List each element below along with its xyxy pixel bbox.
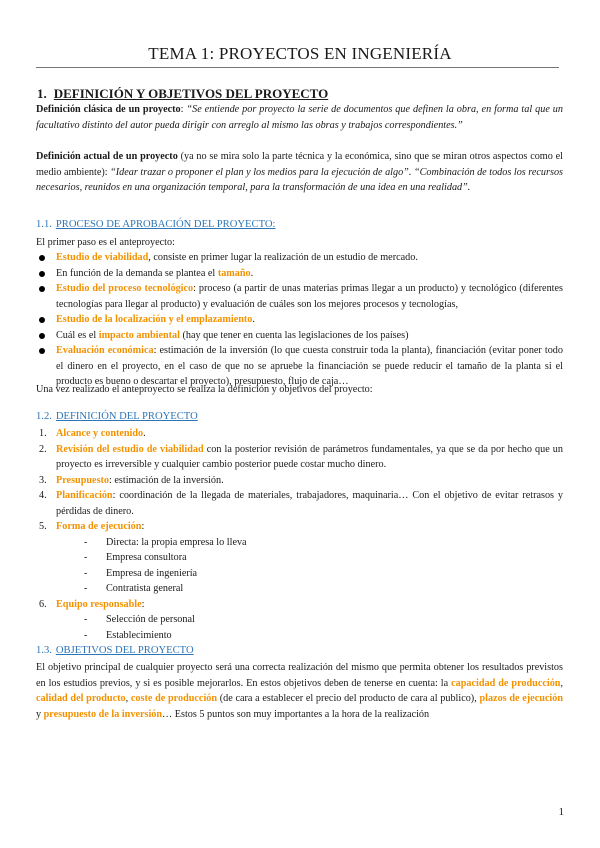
item-text: : proceso (a partir de unas materias primas llegar a un producto) y tecnológico (diferentes tecnologías para llegar al producto) y evaluación de cuáles son los mejores procesos y tecnologías, <box>56 283 563 310</box>
title-underline <box>36 67 559 68</box>
subsection-number: 1.1. <box>36 219 52 230</box>
highlight-term: calidad del producto <box>36 693 126 704</box>
dash-icon: - <box>84 567 88 579</box>
classic-definition-quote: “Se entiende por proyecto la serie de documentos que definen la obra, en forma tal que un facultativo distinto del autor pueda dirigir con arreglo al mismo las obras y trabajos correspondientes.” <box>36 104 563 131</box>
subsection-heading-1-2 <box>36 411 198 422</box>
sublist-text: Selección de personal <box>106 614 195 625</box>
section-number: 1. <box>37 86 47 101</box>
bullet-icon <box>39 317 45 323</box>
sublist-text: Establecimiento <box>106 629 172 641</box>
sublist-item <box>56 566 563 582</box>
highlight-term: presupuesto de la inversión <box>43 708 163 720</box>
item-text: (hay que tener en cuenta las legislaciones de los países) <box>179 329 409 341</box>
sublist-item <box>56 628 563 644</box>
paragraph-text: (de cara a establecer el precio del producto de cara al publico), <box>217 693 480 704</box>
dash-icon: - <box>84 629 88 641</box>
subsection-title: DEFINICIÓN DEL PROYECTO <box>55 411 198 422</box>
item-prefix: En función de la demanda se plantea el <box>56 267 218 279</box>
paragraph-text: … Estos 5 puntos son muy importantes a la hora de la realización <box>162 708 430 720</box>
list-item <box>36 312 563 328</box>
highlight-term: Estudio del proceso tecnológico <box>56 283 194 294</box>
item-text: . <box>250 267 254 279</box>
dash-icon: - <box>84 536 88 548</box>
highlight-term: Estudio de viabilidad <box>56 252 149 263</box>
approval-outro: Una vez realizado el anteproyecto se realiza la definición y objetivos del proyecto: <box>36 384 373 395</box>
dash-icon: - <box>84 583 88 594</box>
item-text: . <box>143 428 146 439</box>
classic-definition-paragraph <box>36 102 563 133</box>
list-item <box>36 281 563 312</box>
section-title: DEFINICIÓN Y OBJETIVOS DEL PROYECTO <box>53 86 329 101</box>
list-item <box>36 597 563 644</box>
approval-intro: El primer paso es el anteproyecto: <box>36 237 175 248</box>
current-definition-text: (ya no se mira solo la parte técnica y la económica, sino que se miran otros aspectos como el medio ambiente): <box>36 151 563 178</box>
item-text: . <box>252 314 255 325</box>
list-item <box>36 426 563 442</box>
paragraph-text: El objetivo principal de cualquier proyecto será una correcta realización del mismo que permita obtener los resultados previstos en los estudios previos, y si es posible mejorarlos. En estos objetivos deben de tenerse en cuenta: la <box>36 662 563 689</box>
separator: , <box>560 677 564 689</box>
highlight-term: Forma de ejecución <box>56 521 142 532</box>
item-number: 3. <box>39 474 47 486</box>
item-number: 5. <box>39 521 47 532</box>
list-item <box>36 250 563 266</box>
separator: , <box>125 693 131 704</box>
sublist-text: Empresa consultora <box>106 552 187 563</box>
item-text: : coordinación de la llegada de materiales, trabajadores, maquinaria… Con el objetivo de evitar retrasos y pérdidas de dinero. <box>56 490 563 517</box>
highlight-term: coste de producción <box>130 693 218 704</box>
section-heading-1 <box>37 86 328 102</box>
item-number: 1. <box>39 428 47 439</box>
item-text: : <box>141 598 145 610</box>
item-number: 2. <box>39 443 47 455</box>
highlight-term: Estudio de la localización y el emplazamiento <box>56 314 253 325</box>
page-title: TEMA 1: PROYECTOS EN INGENIERÍA <box>148 44 452 63</box>
highlight-term: impacto ambiental <box>98 329 180 341</box>
item-text: : estimación de la inversión (lo que cuesta construir toda la planta), financiación (evitar poner todo el dinero en el proyecto, en el caso de que no se apruebe la financiación se puede reducir el tamaño de la planta si el producto es bueno o descartar el proyecto), presupuesto, flujo de caja… <box>56 345 563 387</box>
list-item <box>36 442 563 473</box>
classic-definition-label: Definición clásica de un proyecto <box>36 104 181 115</box>
sublist-text: Empresa de ingeniería <box>106 567 198 579</box>
highlight-term: Evaluación económica <box>56 345 154 356</box>
item-text: con la posterior revisión de parámetros fundamentales, ya que se da por hecho que un proyecto es irreversible y cualquier cambio posterior puede costar mucho dinero. <box>56 443 563 470</box>
execution-form-sublist <box>56 535 563 597</box>
definition-list <box>36 426 563 643</box>
list-item <box>36 473 563 489</box>
bullet-icon <box>39 286 45 292</box>
item-text: : estimación de la inversión. <box>109 474 224 486</box>
dash-icon: - <box>84 614 88 625</box>
subsection-title: PROCESO DE APROBACIÓN DEL PROYECTO: <box>55 219 276 230</box>
subsection-number: 1.2. <box>36 411 52 422</box>
bullet-icon <box>39 333 45 339</box>
sublist-text: Contratista general <box>106 583 184 594</box>
subsection-heading-1-1 <box>36 219 275 230</box>
current-definition-quote-1: “Idear trazar o proponer el plan y los medios para la ejecución de algo”. <box>110 166 412 178</box>
item-number: 6. <box>39 598 47 610</box>
highlight-term: Presupuesto <box>56 474 110 486</box>
item-text: : <box>141 521 145 532</box>
page-number: 1 <box>558 806 564 818</box>
subsection-title: OBJETIVOS DEL PROYECTO <box>55 645 194 656</box>
highlight-term: Planificación <box>56 490 113 501</box>
objectives-paragraph <box>36 660 563 722</box>
sublist-item <box>56 612 563 628</box>
current-definition-label: Definición actual de un proyecto <box>36 151 178 162</box>
item-text: , consiste en primer lugar la realización de un estudio de mercado. <box>148 252 418 263</box>
paragraph-text: y <box>36 708 44 720</box>
team-sublist <box>56 612 563 643</box>
highlight-term: Equipo responsable <box>56 598 142 610</box>
highlight-term: tamaño <box>217 267 251 279</box>
bullet-icon <box>39 348 45 354</box>
approval-steps-list <box>36 250 563 390</box>
current-definition-quote-2: “Combinación de todos los recursos necesarios, reunidos en una organización temporal, para la transformación de una idea en una realidad”. <box>36 166 564 193</box>
current-definition-paragraph <box>36 149 563 196</box>
list-item <box>36 488 563 519</box>
item-prefix: Cuál es el <box>56 329 99 341</box>
bullet-icon <box>39 271 45 277</box>
list-item <box>36 266 563 282</box>
sublist-item <box>56 550 563 566</box>
list-item <box>36 328 563 344</box>
bullet-icon <box>39 255 45 261</box>
highlight-term: Alcance y contenido <box>56 428 144 439</box>
subsection-heading-1-3 <box>36 645 194 656</box>
sublist-item <box>56 535 563 551</box>
sublist-item <box>56 581 563 597</box>
subsection-number: 1.3. <box>36 645 52 656</box>
highlight-term: capacidad de producción <box>451 677 561 689</box>
dash-icon: - <box>84 552 88 563</box>
separator: : <box>180 104 187 115</box>
highlight-term: plazos de ejecución <box>479 693 563 704</box>
list-item <box>36 519 563 597</box>
sublist-text: Directa: la propia empresa lo lleva <box>106 536 247 548</box>
highlight-term: Revisión del estudio de viabilidad <box>56 443 204 455</box>
item-number: 4. <box>39 490 47 501</box>
